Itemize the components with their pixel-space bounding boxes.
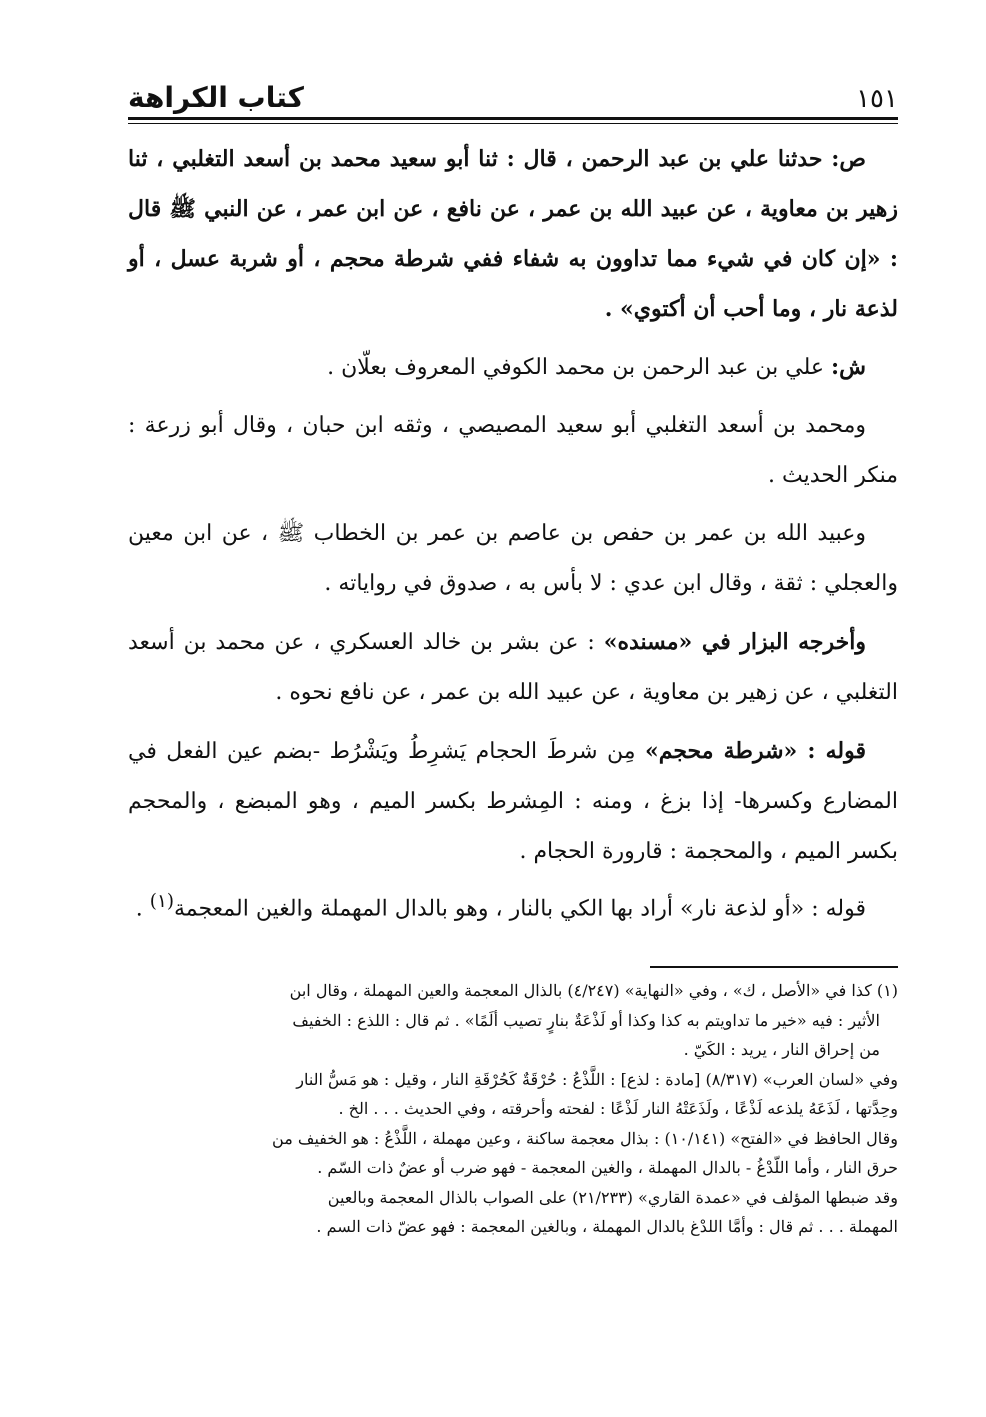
footnote-separator: [650, 966, 898, 968]
explanation-end: .: [135, 896, 150, 922]
page-title: كتاب الكراهة: [128, 81, 304, 114]
explanation-paragraph-2: [128, 877, 898, 934]
footnote-line: حرق النار ، وأما اللّدْغُ - بالدال المهملة ، والغين المعجمة - فهو ضرب أو عضٌ ذات السّم .: [317, 1158, 898, 1177]
footnotes: [128, 976, 898, 1242]
footnote-line: المهملة . . . ثم قال : وأمَّا اللدْغ بالدال المهملة ، وبالغين المعجمة : فهو عضّ ذات السم .: [316, 1217, 898, 1236]
hadith-paragraph: [128, 134, 898, 334]
commentary-paragraph: [128, 342, 898, 393]
commentary-label: ش:: [831, 354, 866, 380]
explanation-paragraph-1: [128, 726, 898, 877]
takhrij-paragraph: [128, 617, 898, 718]
explanation-label: قوله : «شرطة محجم»: [644, 738, 866, 764]
explanation-text-2: قوله : «أو لذعة نار» أراد بها الكي بالنار ، وهو بالدال المهملة والغين المعجمة: [173, 896, 866, 922]
commentary-text: علي بن عبد الرحمن بن محمد الكوفي المعروف بعلّان .: [327, 355, 832, 380]
footnote-line: الأثير : فيه «خير ما تداويتم به كذا وكذا أو لَذْعَةٌ بنارٍ تصيب ألَمًا» . ثم قال : اللذع : الخفيف: [292, 1010, 880, 1030]
narrator-paragraph-2: وعبيد الله بن عمر بن حفص بن عاصم بن عمر بن الخطاب ﷺ ، عن ابن معين والعجلي : ثقة ، وقال ابن عدي : لا بأس به ، صدوق في رواياته .: [128, 521, 898, 596]
footnote-line: من إحراق النار ، يريد : الكَيّ .: [683, 1040, 880, 1059]
footnote-line: وقال الحافظ في «الفتح» (١٠/١٤١) : بذال معجمة ساكنة ، وعين مهملة ، اللَّذْعُ : هو الخفيف من: [272, 1128, 898, 1148]
footnote-line: وقد ضبطها المؤلف في «عمدة القاري» (٢١/٢٣٣) على الصواب بالذال المعجمة وبالعين: [327, 1187, 898, 1207]
takhrij-label: وأخرجه البزار في «مسنده»: [603, 629, 867, 655]
footnote-line: (١) كذا في «الأصل ، ك» ، وفي «النهاية» (٤/٢٤٧) بالذال المعجمة والعين المهملة ، وقال ابن: [289, 981, 898, 1000]
footnote-line: وفي «لسان العرب» (٨/٣١٧) [مادة : لذع] : اللَّذْعُ : حُرْقَةٌ كَحُرْقَةِ النار ، وقيل : هو مَسُّ النار: [296, 1069, 898, 1089]
hadith-label: ص:: [831, 146, 866, 172]
explanation-text: مِن شرطَ الحجام يَشرِطُ ويَشْرُط -بضم عين الفعل في المضارع وكسرها- إذا بزغ ، ومنه : المِشرط بكسر الميم ، وهو المبضع ، والمحجم بكسر الميم ، والمحجمة : قارورة الحجام .: [128, 739, 898, 864]
footnote-reference: (١): [149, 891, 174, 912]
header-rule-thick: [128, 117, 898, 120]
page-header: [128, 60, 898, 114]
hadith-text: حدثنا علي بن عبد الرحمن ، قال : ثنا أبو سعيد محمد بن أسعد التغلبي ، ثنا زهير بن معاوية ، عن عبيد الله بن عمر ، عن نافع ، عن ابن عمر ، عن النبي ﷺ قال : «إن كان في شيء مما تداوون به شفاء ففي شرطة محجم ، أو شربة عسل ، أو لذعة نار ، وما أحب أن أكتوي» .: [128, 146, 898, 322]
footnote-line: وحِدَّتها ، لَذَعَهُ يلذعه لَذْعًا ، ولَذَعَتْهُ النار لَذْعًا : لفحته وأحرقته ، وفي الحديث . . . الخ .: [338, 1099, 898, 1118]
header-rule-thin: [128, 123, 898, 124]
narrator-paragraph-1: ومحمد بن أسعد التغلبي أبو سعيد المصيصي ، وثقه ابن حبان ، وقال أبو زرعة : منكر الحديث .: [128, 413, 898, 488]
page-number: ١٥١: [856, 84, 898, 114]
main-text: [128, 134, 898, 942]
takhrij-text: : عن بشر بن خالد العسكري ، عن محمد بن أسعد التغلبي ، عن زهير بن معاوية ، عن عبيد الله بن عمر ، عن نافع نحوه .: [128, 630, 898, 705]
